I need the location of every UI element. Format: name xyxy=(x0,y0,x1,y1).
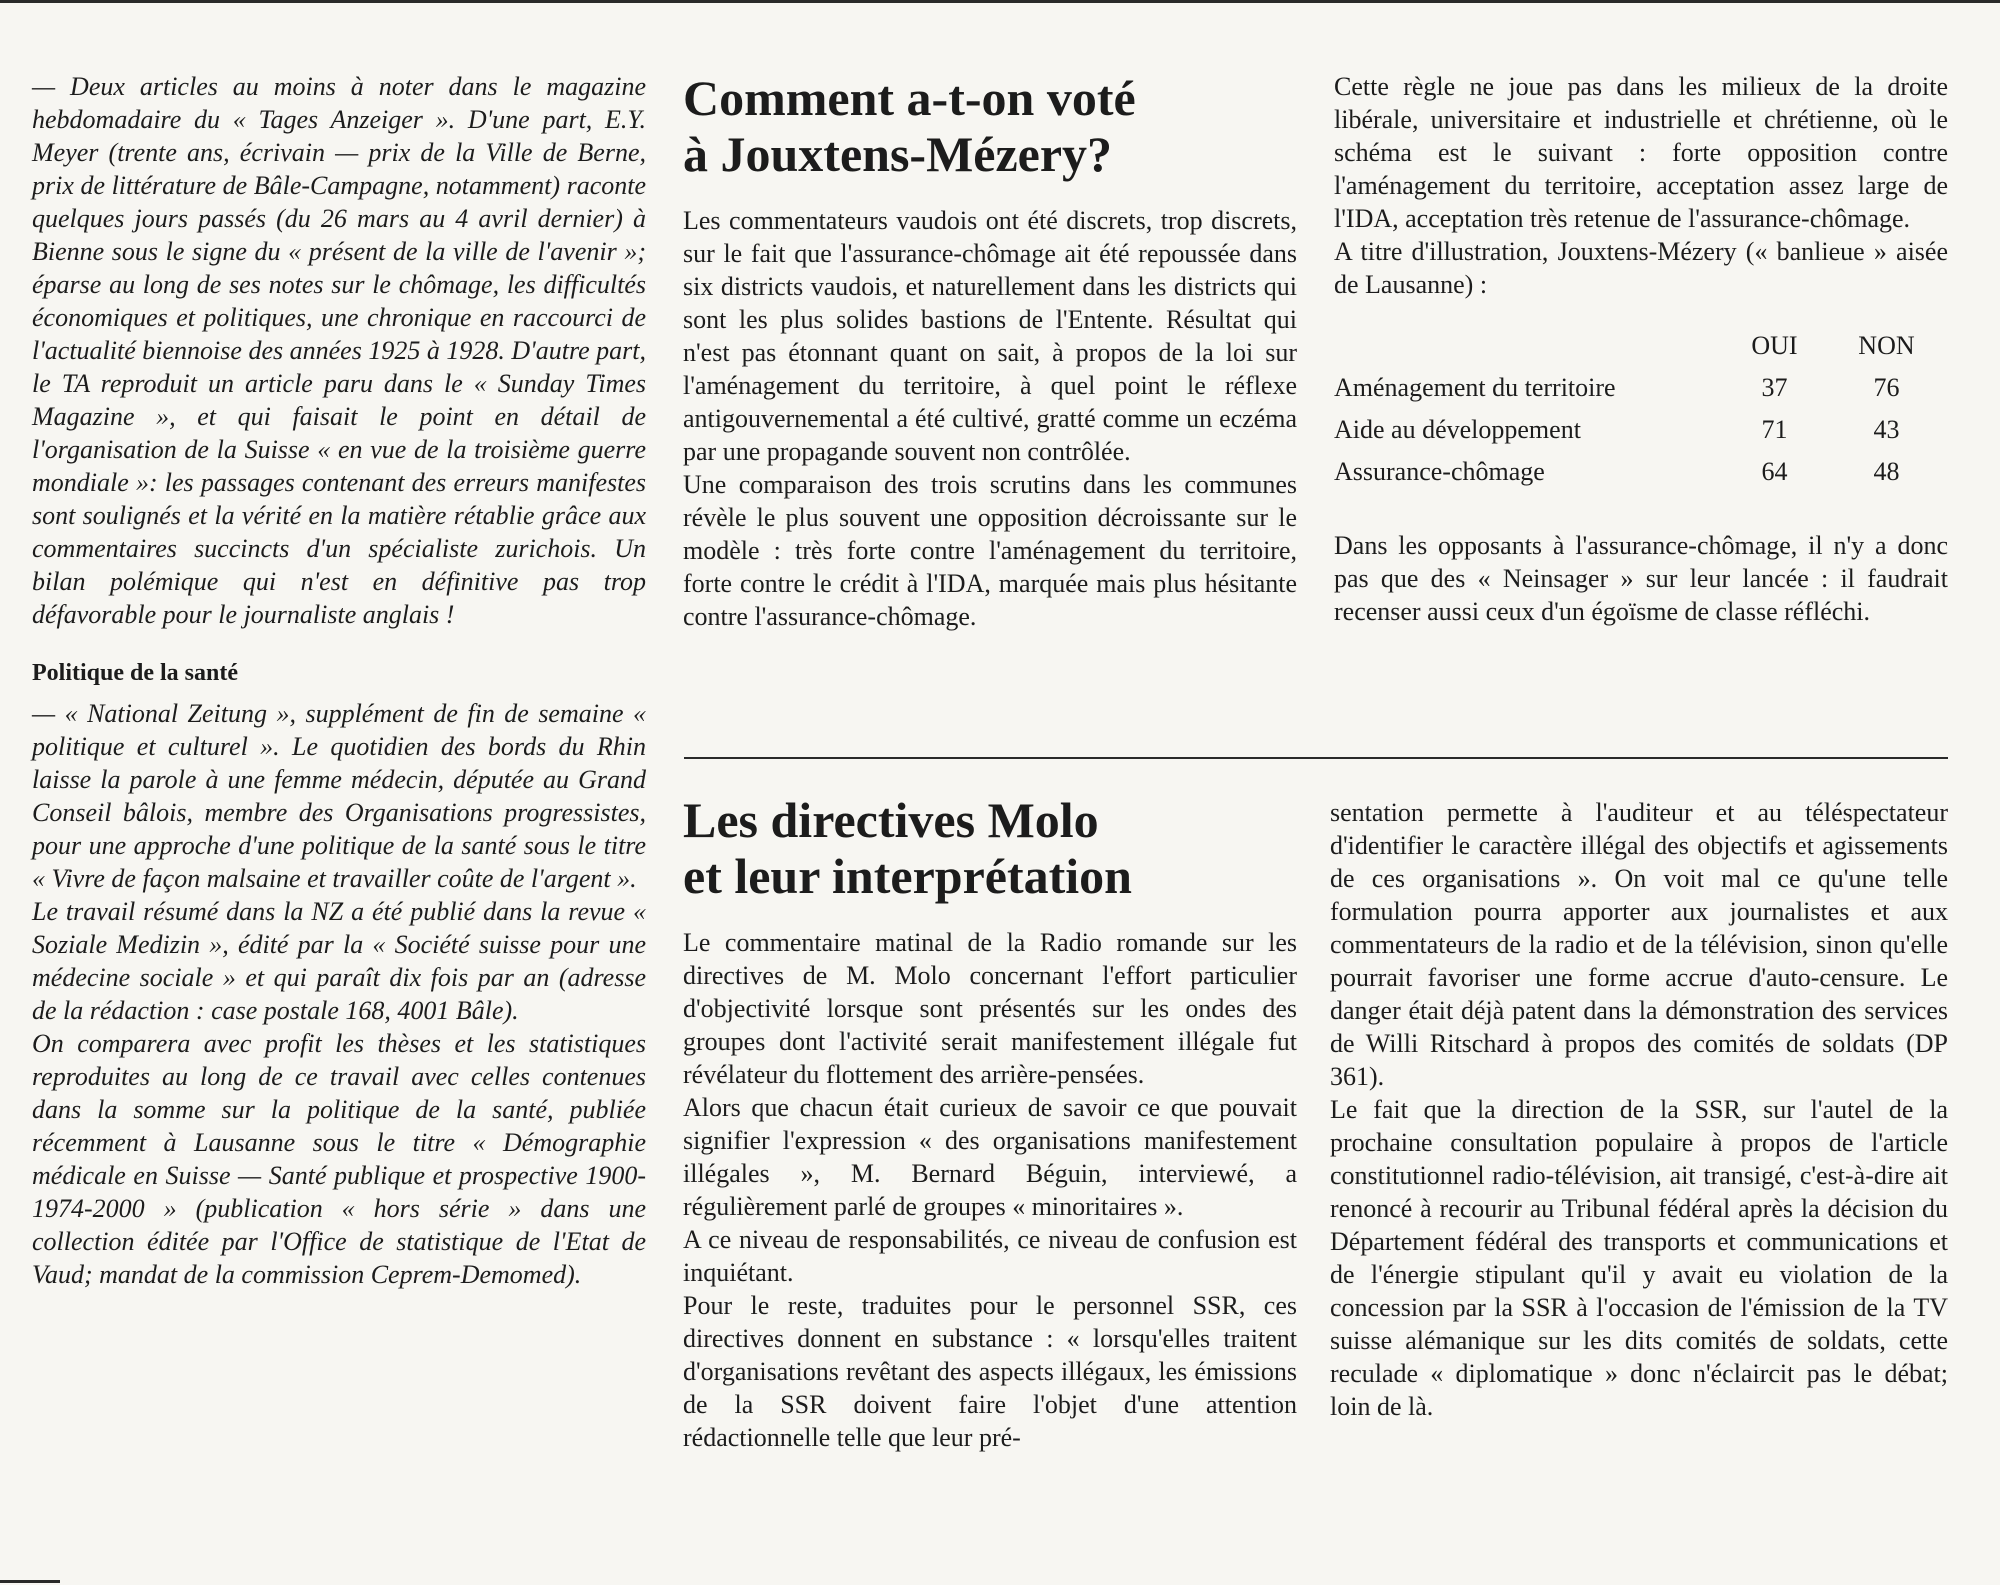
column-header-oui: OUI xyxy=(1751,331,1798,360)
paragraph: — « National Zeitung », supplément de fin de semaine « politique et culturel ». Le quotidien des bords du Rhin laisse la parole à une femme médecin, députée au Grand Conseil bâlois, membre des Organisations progressistes, pour une approche d'une politique de la santé sous le titre « Vivre de façon malsaine et travailler coûte de l'argent ». xyxy=(32,699,646,893)
cell-oui: 37 xyxy=(1761,373,1788,402)
table-row xyxy=(1334,409,1948,451)
headline-line: Les directives Molo xyxy=(683,792,1099,848)
vote-table xyxy=(1334,325,1948,493)
paragraph: Cette règle ne joue pas dans les milieux de la droite libérale, universitaire et industrielle et chrétienne, où le schéma est le suivant : forte opposition contre l'aménagement du territoire, acceptation assez large de l'IDA, acceptation très retenue de l'assurance-chômage. xyxy=(1334,72,1948,233)
paragraph: Alors que chacun était curieux de savoir ce que pouvait signifier l'expression « des organisations manifestement illégales », M. Bernard Béguin, interviewé, a régulièrement parlé de groupes « minoritaires ». xyxy=(683,1093,1297,1221)
column-header-non: NON xyxy=(1858,331,1915,360)
table-row xyxy=(1334,367,1948,409)
paragraph: Les commentateurs vaudois ont été discrets, trop discrets, sur le fait que l'assurance-chômage ait été repoussée dans six districts vaudois, et naturellement dans les districts qui sont les plus solides bastions de l'Entente. Résultat qui n'est pas étonnant quant on sait, à propos de la loi sur l'aménagement du territoire, à quel point le réflexe antigouvernemental a été cultivé, gratté comme un eczéma par une propagande souvent non contrôlée. xyxy=(683,206,1297,466)
paragraph: Le travail résumé dans la NZ a été publié dans la revue « Soziale Medizin », édité par la « Société suisse pour une médecine sociale » et qui paraît dix fois par an (adresse de la rédaction : case postale 168, 4001 Bâle). xyxy=(32,897,646,1025)
paragraph: On comparera avec profit les thèses et les statistiques reproduites au long de ce travail avec celles contenues dans la somme sur la politique de la santé, publiée récemment à Lausanne sous le titre « Démographie médicale en Suisse — Santé publique et prospective 1900-1974-2000 » (publication « hors série » dans une collection éditée par l'Office de statistique de l'Etat de Vaud; mandat de la commission Ceprem-Demomed). xyxy=(32,1029,646,1289)
headline-line: Comment a-t-on voté xyxy=(683,70,1136,126)
paragraph: Le fait que la direction de la SSR, sur l'autel de la prochaine consultation populaire à propos de l'article constitutionnel radio-télévision, ait transigé, c'est-à-dire ait renoncé à recourir au Tribunal fédéral après la décision du Département fédéral des transports et communications et de l'énergie stipulant qu'il y avait eu violation de la concession par la SSR à l'occasion de l'émission de la TV suisse alémanique sur les dits comités de soldats, cette reculade « diplomatique » donc n'éclaircit pas le débat; loin de là. xyxy=(1330,1095,1948,1421)
paragraph: sentation permette à l'auditeur et au téléspectateur d'identifier le caractère illégal des objectifs et agissements de ces organisations ». On voit mal ce qu'une telle formulation pourra apporter aux journalistes et aux commentateurs de la radio et de la télévision, sinon qu'elle pourrait favoriser une forme accrue d'auto-censure. Le danger était déjà patent dans la démonstration des services de Willi Ritschard à propos des comités de soldats (DP 361). xyxy=(1330,798,1948,1091)
cell-non: 48 xyxy=(1873,457,1900,486)
cell-non: 76 xyxy=(1873,373,1900,402)
paragraph: Le commentaire matinal de la Radio romande sur les directives de M. Molo concernant l'effort particulier d'objectivité lorsque sont présentés sur les ondes des groupes dont l'activité serait manifestement illégale fut révélateur du flottement des arrière-pensées. xyxy=(683,928,1297,1089)
article1-column1 xyxy=(683,70,1297,633)
row-label: Aide au développement xyxy=(1334,415,1581,444)
subheading-sante: Politique de la santé xyxy=(32,660,239,686)
paragraph: Une comparaison des trois scrutins dans les communes révèle le plus souvent une opposition décroissante sur le modèle : très forte contre l'aménagement du territoire, forte contre le crédit à l'IDA, marquée mais plus hésitante contre l'assurance-chômage. xyxy=(683,470,1297,631)
article1-headline xyxy=(683,70,1297,182)
section-divider xyxy=(684,757,1948,759)
row-label: Assurance-chômage xyxy=(1334,457,1545,486)
cell-oui: 64 xyxy=(1761,457,1788,486)
headline-line: à Jouxtens-Mézery? xyxy=(683,126,1113,182)
headline-line: et leur interprétation xyxy=(683,848,1132,904)
article2-headline xyxy=(683,792,1297,904)
paragraph: A titre d'illustration, Jouxtens-Mézery (« banlieue » aisée de Lausanne) : xyxy=(1334,237,1948,299)
cell-oui: 71 xyxy=(1761,415,1788,444)
left-column xyxy=(32,70,646,1291)
paragraph: — Deux articles au moins à noter dans le magazine hebdomadaire du « Tages Anzeiger ». D'une part, E.Y. Meyer (trente ans, écrivain — prix de la Ville de Berne, prix de littérature de Bâle-Campagne, notamment) raconte quelques jours passés (du 26 mars au 4 avril dernier) à Bienne sous le signe du « présent de la ville de l'avenir »; éparse au long de ses notes sur le chômage, les difficultés économiques et politiques, une chronique en raccourci de l'actualité biennoise des années 1925 à 1928. D'autre part, le TA reproduit un article paru dans le « Sunday Times Magazine », et qui faisait le point en détail de l'organisation de la Suisse « en vue de la troisième guerre mondiale »: les passages contenant des erreurs manifestes sont soulignés et la vérité en la matière rétablie grâce aux commentaires succincts d'un spécialiste zurichois. Un bilan polémique qui n'est en définitive pas trop défavorable pour le journaliste anglais ! xyxy=(32,72,646,629)
bottom-rule xyxy=(0,1580,60,1583)
table-row xyxy=(1334,451,1948,493)
article2-column1 xyxy=(683,792,1297,1454)
paragraph: Pour le reste, traduites pour le personnel SSR, ces directives donnent en substance : « lorsqu'elles traitent d'organisations revêtant des aspects illégaux, les émissions de la SSR doivent faire l'objet d'une attention rédactionnelle telle que leur pré- xyxy=(683,1291,1297,1452)
article2-column2 xyxy=(1330,796,1948,1423)
table-header-row xyxy=(1334,325,1948,367)
top-rule xyxy=(0,0,2000,3)
cell-non: 43 xyxy=(1873,415,1900,444)
row-label: Aménagement du territoire xyxy=(1334,373,1616,402)
article1-column2 xyxy=(1334,70,1948,628)
paragraph: A ce niveau de responsabilités, ce niveau de confusion est inquiétant. xyxy=(683,1225,1297,1287)
paragraph: Dans les opposants à l'assurance-chômage, il n'y a donc pas que des « Neinsager » sur leur lancée : il faudrait recenser aussi ceux d'un égoïsme de classe réfléchi. xyxy=(1334,531,1948,626)
